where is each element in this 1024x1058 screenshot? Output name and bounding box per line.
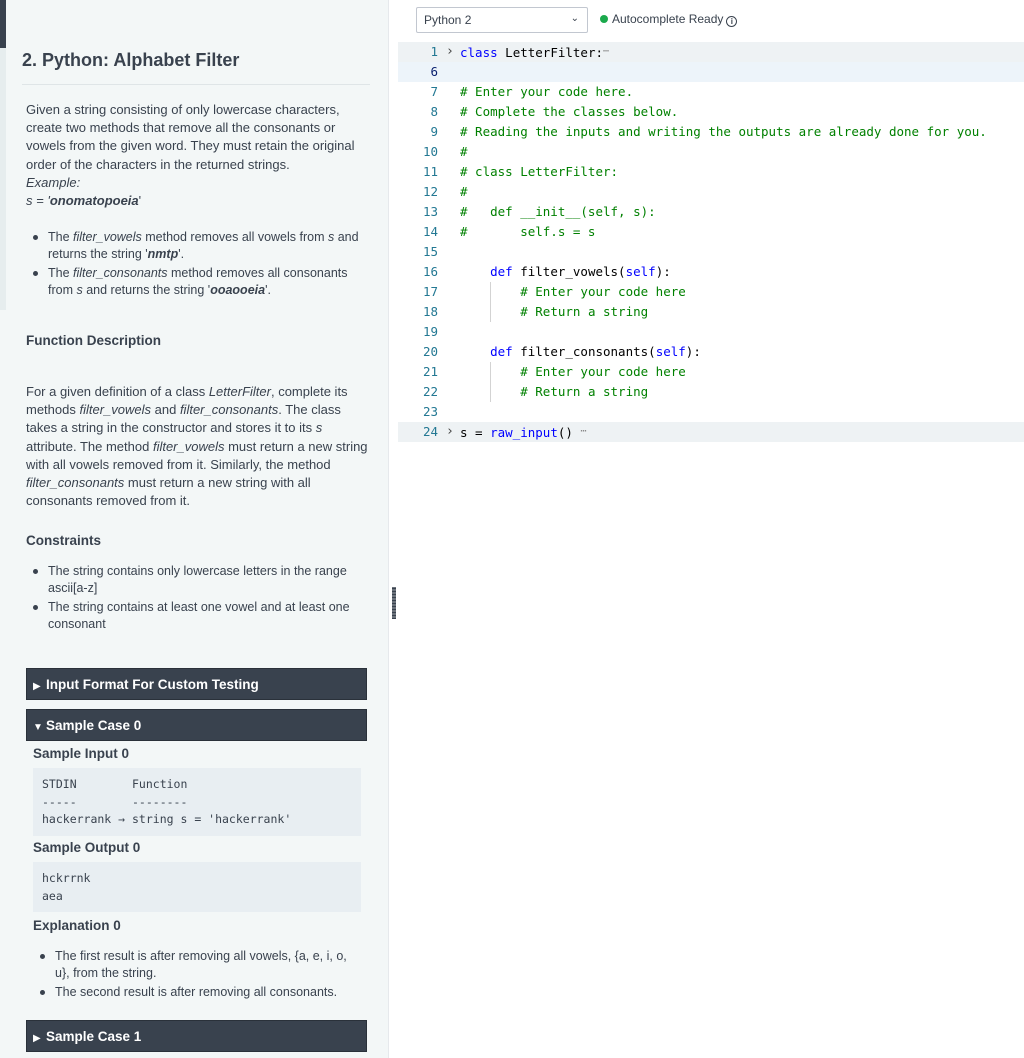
bullet1-mid: method removes all vowels from — [141, 230, 328, 244]
line-number: 16 — [422, 264, 438, 279]
fd-c5: filter_vowels — [152, 438, 225, 454]
problem-pane — [0, 0, 388, 1058]
constraint-item: The string contains only lowercase letters in the range ascii[a-z] — [26, 563, 372, 597]
code-text — [460, 42, 609, 63]
keyword: self — [655, 344, 686, 359]
status-text: Autocomplete Ready — [612, 12, 724, 26]
code-comment: # Enter your code here. — [460, 84, 634, 99]
code-comment: # self.s = s — [460, 224, 596, 239]
bullet1-post: and returns the string ' — [48, 230, 359, 261]
example-s — [26, 193, 141, 208]
collapse-arrow-icon: ▼ — [33, 722, 43, 733]
code-text — [460, 262, 671, 282]
code-comment: # — [460, 184, 468, 199]
line-number: 23 — [422, 404, 438, 419]
bullet2-result: ooaooeia — [210, 283, 266, 297]
code-line[interactable] — [398, 302, 1024, 322]
code-line[interactable] — [398, 102, 1024, 122]
line-number: 19 — [422, 324, 438, 339]
code-text — [460, 342, 701, 362]
line-number: 12 — [422, 184, 438, 199]
code-comment: # Reading the inputs and writing the outputs are already done for you. — [460, 124, 987, 139]
language-value: Python 2 — [424, 13, 472, 27]
code-line[interactable] — [398, 122, 1024, 142]
bullet1-end: '. — [178, 247, 185, 261]
code-comment — [460, 382, 648, 402]
explanation-list — [33, 948, 363, 1003]
comment-text: # Return a string — [520, 304, 649, 319]
code-line[interactable] — [398, 422, 1024, 442]
code-line[interactable] — [398, 162, 1024, 182]
code-token: () — [557, 425, 573, 440]
fd-t4: . The class takes a string in the constructor and stores it to its — [26, 402, 341, 436]
code-comment: # class LetterFilter: — [460, 164, 619, 179]
code-comment — [460, 362, 686, 382]
fd-t6: must return a new string with all vowels removed from it. Similarly, the method — [26, 438, 368, 472]
code-line[interactable] — [398, 282, 1024, 302]
keyword: def — [490, 264, 513, 279]
comment-text: # Return a string — [520, 384, 649, 399]
bullet2-method: filter_consonants — [73, 266, 168, 280]
line-number: 18 — [422, 304, 438, 319]
line-number: 6 — [430, 64, 438, 79]
code-token: LetterFilter: — [497, 45, 603, 60]
fd-c4: s — [315, 420, 323, 436]
fold-chevron-icon[interactable]: › — [446, 424, 454, 439]
bullet1-method: filter_vowels — [73, 230, 142, 244]
input-format-toggle[interactable] — [26, 668, 367, 700]
expand-arrow-icon: ▶ — [33, 681, 41, 692]
code-comment: # def __init__(self, s): — [460, 204, 656, 219]
function-description-text — [26, 383, 372, 510]
sample-input-heading: Sample Input 0 — [33, 746, 130, 761]
line-number: 8 — [430, 104, 438, 119]
sample-output-code: hckrrnk aea — [33, 862, 361, 912]
fd-t1: For a given definition of a class — [26, 384, 209, 399]
code-token: filter_consonants( — [512, 344, 656, 359]
comment-text: # Enter your code here — [520, 284, 686, 299]
indent-guide — [490, 282, 491, 322]
problem-title: 2. Python: Alphabet Filter — [22, 50, 240, 70]
code-line[interactable] — [398, 262, 1024, 282]
code-line[interactable] — [398, 382, 1024, 402]
code-line[interactable] — [398, 322, 1024, 342]
splitter-grip-icon[interactable] — [392, 587, 396, 619]
fd-t2: , complete its methods — [26, 384, 348, 418]
line-number: 13 — [422, 204, 438, 219]
line-number: 7 — [430, 84, 438, 99]
example-bullets — [26, 229, 372, 301]
bullet2-var: s — [76, 283, 83, 297]
code-line[interactable] — [398, 242, 1024, 262]
line-number: 9 — [430, 124, 438, 139]
comment-text: # Enter your code here — [520, 364, 686, 379]
code-token: ): — [685, 344, 701, 359]
function-description-heading: Function Description — [26, 333, 161, 348]
code-line[interactable] — [398, 402, 1024, 422]
code-text — [460, 422, 586, 443]
code-token: s = — [460, 425, 491, 440]
code-line[interactable] — [398, 342, 1024, 362]
fd-c3: filter_consonants — [179, 402, 279, 418]
sample-case-1-toggle[interactable] — [26, 1020, 367, 1052]
code-line[interactable] — [398, 62, 1024, 82]
language-select[interactable] — [416, 7, 588, 33]
line-number: 22 — [422, 384, 438, 399]
expand-arrow-icon: ▶ — [33, 1033, 41, 1044]
line-number: 1 — [430, 44, 438, 59]
info-icon[interactable]: i — [726, 16, 737, 27]
bullet1-var: s — [327, 230, 335, 244]
explanation-item: The second result is after removing all consonants. — [33, 984, 363, 1001]
code-line[interactable] — [398, 362, 1024, 382]
chevron-down-icon: ⌄ — [570, 13, 579, 24]
constraint-item: The string contains at least one vowel and at least one consonant — [26, 599, 372, 633]
constraints-heading: Constraints — [26, 533, 102, 548]
title-divider — [22, 84, 370, 85]
code-line[interactable] — [398, 202, 1024, 222]
fd-c2: filter_vowels — [79, 402, 152, 418]
sample-case-0-label: Sample Case 0 — [46, 718, 142, 733]
fd-t5: attribute. The method — [26, 438, 153, 454]
editor-pane — [398, 0, 1024, 1058]
bullet1-pre: The — [48, 230, 74, 244]
code-line[interactable] — [398, 222, 1024, 242]
folded-ellipsis-icon: ⋯ — [603, 46, 610, 57]
explanation-heading: Explanation 0 — [33, 918, 121, 933]
example-s-suffix: ' — [138, 193, 142, 209]
fold-chevron-icon[interactable]: › — [446, 44, 454, 59]
builtin-function: raw_input — [490, 425, 558, 440]
code-line[interactable] — [398, 42, 1024, 62]
input-format-label: Input Format For Custom Testing — [46, 677, 259, 692]
example-s-value: onomatopoeia — [49, 193, 139, 209]
line-number: 20 — [422, 344, 438, 359]
explanation-item: The first result is after removing all vowels, {a, e, i, o, u}, from the string. — [33, 948, 363, 982]
code-comment: # Complete the classes below. — [460, 104, 679, 119]
intro-text: Given a string consisting of only lowercase characters, create two methods that remove all the consonants or vowels from the given word. They must retain the original order of the characters in the returned strings. — [26, 102, 355, 172]
autocomplete-status — [600, 12, 737, 27]
bullet-filter-consonants — [26, 265, 372, 299]
fd-t3: and — [151, 402, 180, 418]
line-number: 15 — [422, 244, 438, 259]
bullet2-end: '. — [265, 283, 271, 297]
line-number: 10 — [422, 144, 438, 159]
sample-input-code: STDIN Function ----- -------- hackerrank → string s = 'hackerrank' — [33, 768, 361, 836]
bullet2-mid: method removes all consonants from — [48, 266, 348, 297]
line-number: 14 — [422, 224, 438, 239]
line-number: 21 — [422, 364, 438, 379]
fd-c1: LetterFilter — [208, 384, 271, 399]
fd-t7: must return a new string with all consonants removed from it. — [26, 475, 311, 509]
code-token: filter_vowels( — [512, 264, 626, 279]
constraints-list — [26, 563, 372, 635]
code-editor[interactable] — [398, 42, 1024, 1058]
pane-accent — [0, 0, 6, 48]
sample-output-heading: Sample Output 0 — [33, 840, 141, 855]
status-dot-icon — [600, 15, 608, 23]
sample-case-0-toggle[interactable] — [26, 709, 367, 741]
line-number: 17 — [422, 284, 438, 299]
pane-splitter[interactable] — [388, 0, 398, 1058]
code-comment — [460, 282, 686, 302]
bullet-filter-vowels — [26, 229, 372, 263]
code-line[interactable] — [398, 82, 1024, 102]
example-s-prefix: s = ' — [26, 193, 50, 209]
pane-edge — [0, 48, 6, 310]
example-label: Example: — [26, 174, 81, 190]
indent-guide — [490, 362, 491, 402]
keyword: def — [490, 344, 513, 359]
code-comment: # — [460, 144, 468, 159]
code-line[interactable] — [398, 182, 1024, 202]
problem-intro — [26, 101, 372, 210]
line-number: 11 — [422, 164, 438, 179]
line-number: 24 — [422, 424, 438, 439]
bullet2-post: and returns the string ' — [82, 283, 211, 297]
folded-ellipsis-icon: ⋯ — [580, 426, 587, 437]
code-token: ): — [655, 264, 671, 279]
bullet2-pre: The — [48, 266, 74, 280]
sample-case-1-label: Sample Case 1 — [46, 1029, 142, 1044]
code-line[interactable] — [398, 142, 1024, 162]
keyword: class — [460, 45, 498, 60]
bullet1-result: nmtp — [147, 247, 179, 261]
fd-c6: filter_consonants — [26, 475, 125, 491]
code-comment — [460, 302, 648, 322]
keyword: self — [625, 264, 656, 279]
